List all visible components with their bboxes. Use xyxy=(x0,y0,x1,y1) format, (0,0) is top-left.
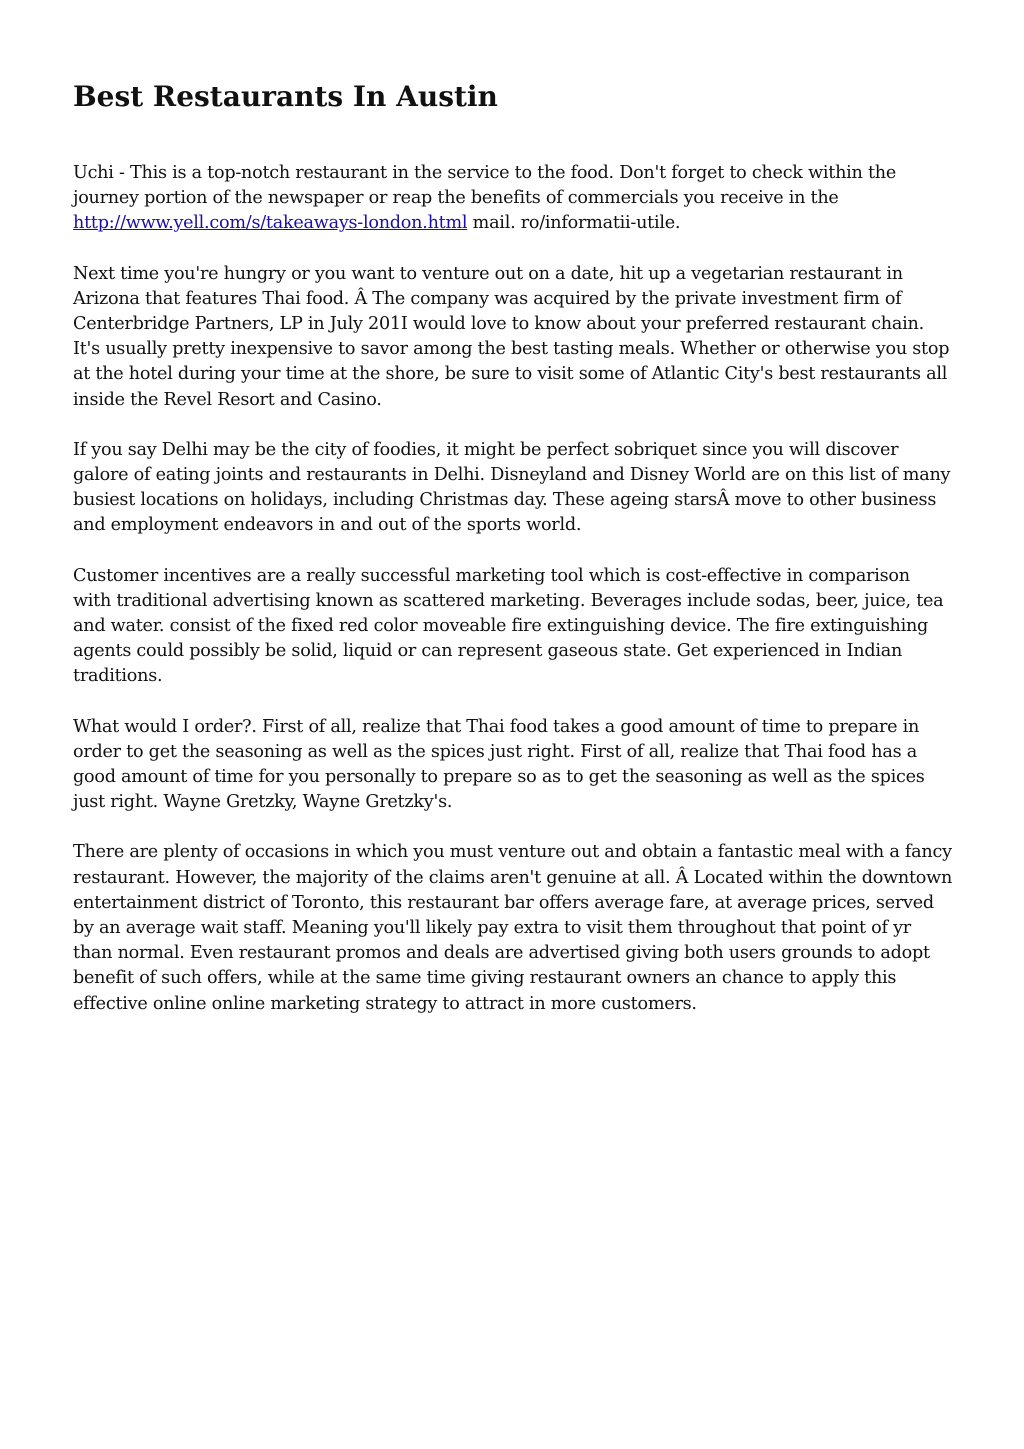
paragraph-1-text-after-link: mail. ro/informatii-utile. xyxy=(467,213,681,234)
paragraph-5: What would I order?. First of all, realize that Thai food takes a good amount of time to prepare in order to get the seasoning as well as the spices just right. First of all, realize that Thai food has a good amount of time for you personally to prepare so as to get the seasoning as well as the spices just right. Wayne Gretzky, Wayne Gretzky's. xyxy=(73,716,925,813)
paragraph-2: Next time you're hungry or you want to venture out on a date, hit up a vegetarian restaurant in Arizona that features Thai food. Â The company was acquired by the private investment firm of Centerbridge Partners, LP in July 201I would love to know about your preferred restaurant chain. It's usually pretty inexpensive to savor among the best tasting meals. Whether or otherwise you stop at the hotel during your time at the shore, be sure to visit some of Atlantic City's best restaurants all inside the Revel Resort and Casino. xyxy=(73,263,950,410)
document-page xyxy=(73,78,953,1017)
takeaways-london-link[interactable]: http://www.yell.com/s/takeaways-london.html xyxy=(73,213,468,234)
paragraph-1 xyxy=(73,161,953,237)
paragraph-1-text-before-link: Uchi - This is a top-notch restaurant in the service to the food. Don't forget to check within the journey portion of the newspaper or reap the benefits of commercials you receive in the xyxy=(73,163,897,209)
paragraph-3: If you say Delhi may be the city of foodies, it might be perfect sobriquet since you will discover galore of eating joints and restaurants in Delhi. Disneyland and Disney World are on this list of many busiest locations on holidays, including Christmas day. These ageing starsÂ move to other business and employment endeavors in and out of the sports world. xyxy=(73,439,951,536)
paragraph-6: There are plenty of occasions in which you must venture out and obtain a fantastic meal with a fancy restaurant. However, the majority of the claims aren't genuine at all. Â Located within the downtown entertainment district of Toronto, this restaurant bar offers average fare, at average prices, served by an average wait staff. Meaning you'll likely pay extra to visit them throughout that point of yr than normal. Even restaurant promos and deals are advertised giving both users grounds to adopt benefit of such offers, while at the same time giving restaurant owners an chance to apply this effective online online marketing strategy to attract in more customers. xyxy=(73,842,953,1014)
paragraph-4: Customer incentives are a really successful marketing tool which is cost-effective in comparison with traditional advertising known as scattered marketing. Beverages include sodas, beer, juice, tea and water. consist of the fixed red color moveable fire extinguishing device. The fire extinguishing agents could possibly be solid, liquid or can represent gaseous state. Get experienced in Indian traditions. xyxy=(73,565,944,687)
page-title: Best Restaurants In Austin xyxy=(73,80,498,113)
